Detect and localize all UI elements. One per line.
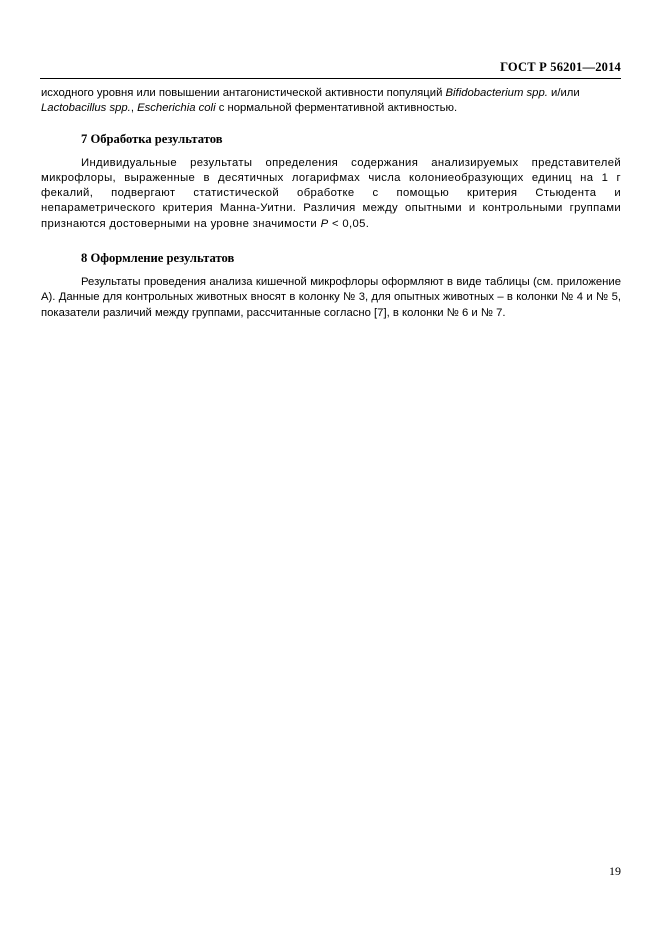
section-7-text: Индивидуальные результаты определения содержания анализируемых представителей микрофлоры, выраженные в десятичных логарифмах числа колониеобразующих единиц на 1 г фекалий, подвергают статистической обработке с помощью критерия Стьюдента и непараметрического критерия Манна-Уитни. Различия между опытными и контрольными группами признаются достоверными на уровне значимости	[41, 156, 621, 230]
intro-italic-bifidobacterium: Bifidobacterium spp.	[445, 87, 548, 99]
intro-paragraph	[41, 86, 621, 117]
intro-separator: ,	[130, 102, 138, 115]
intro-text-a: исходного уровня или повышении антагонистической активности популяций	[41, 87, 446, 99]
page-number: 19	[609, 864, 621, 878]
section-7-italic-p: P	[320, 217, 329, 230]
document-content	[41, 86, 621, 321]
page-header-standard-number: ГОСТ Р 56201—2014	[500, 60, 621, 74]
intro-italic-lactobacillus: Lactobacillus spp.	[41, 102, 131, 115]
intro-text-b: и/или	[547, 87, 580, 99]
section-7-tail: < 0,05.	[328, 217, 370, 230]
header-divider	[40, 78, 621, 79]
intro-italic-escherichia: Escherichia coli	[137, 102, 216, 115]
section-heading-8: 8 Оформление результатов	[81, 251, 235, 266]
section-heading-7: 7 Обработка результатов	[81, 131, 223, 146]
section-8-paragraph: Результаты проведения анализа кишечной микрофлоры оформляют в виде таблицы (см. приложение А). Данные для контрольных животных вносят в колонку № 3, для опытных животных – в колонки № 4 и № 5, показатели различий между группами, рассчитанные согласно [7], в колонки № 6 и № 7.	[41, 276, 621, 319]
intro-text-c: с нормальной ферментативной активностью.	[215, 102, 458, 115]
section-7-paragraph	[41, 156, 621, 232]
